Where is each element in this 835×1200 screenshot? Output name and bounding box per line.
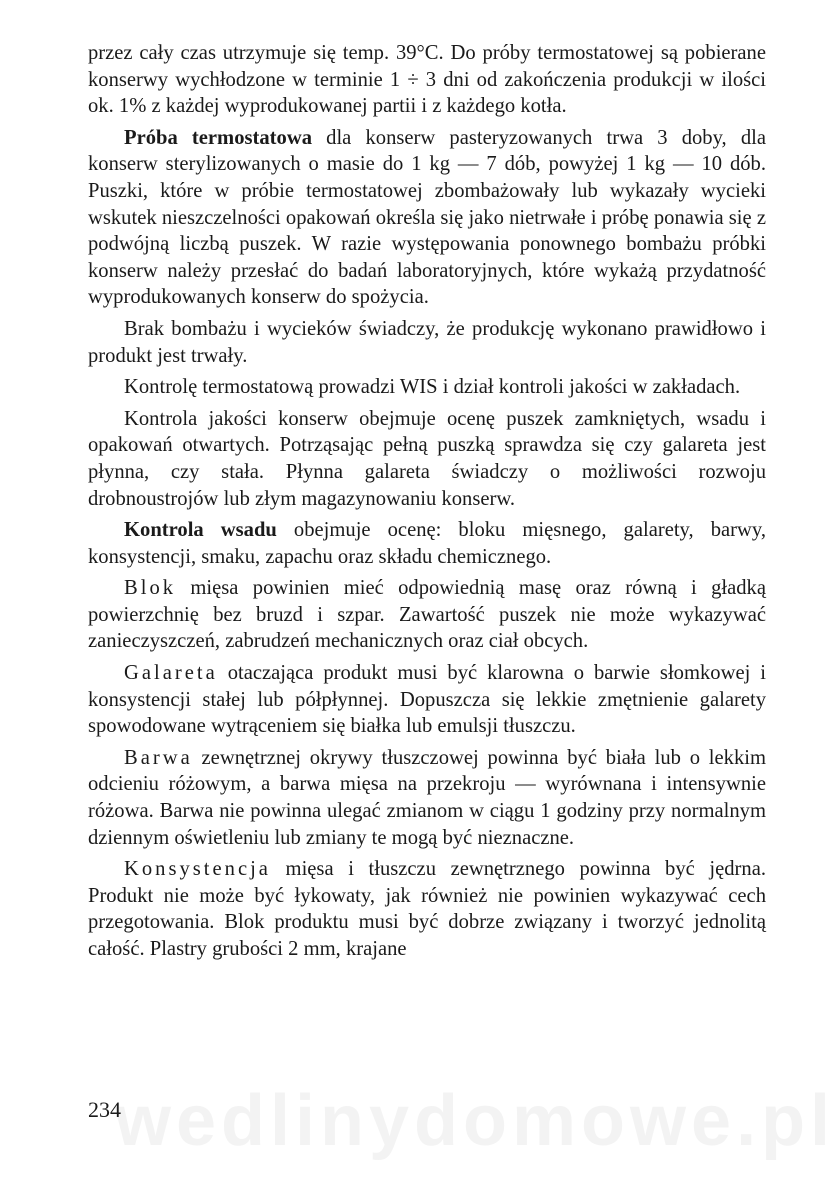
paragraph-thermostat-test — [88, 125, 766, 311]
paragraph-block — [88, 575, 766, 655]
paragraph-1 — [88, 40, 766, 120]
paragraph-text: obejmuje ocenę: bloku mięsnego, galarety, barwy, konsystencji, smaku, zapachu oraz składu chemicznego. — [88, 519, 766, 568]
paragraph-3 — [88, 316, 766, 369]
page-body — [88, 40, 766, 968]
paragraph-consistency — [88, 856, 766, 962]
term-block: Blok — [124, 577, 177, 600]
paragraph-4 — [88, 374, 766, 401]
watermark: wedlinydomowe.pl — [115, 1081, 835, 1161]
paragraph-color — [88, 745, 766, 851]
paragraph-5 — [88, 406, 766, 512]
paragraph-text: dla konserw pasteryzowanych trwa 3 doby, dla konserw sterylizowanych o masie do 1 kg — 7 dób, powyżej 1 kg — 10 dób. Puszki, które w próbie termostatowej zbombażowały lub wykazały wycieki wskutek nieszczelności opakowań określa się jako nietrwałe i próbę ponawia się z podwójną liczbą puszek. W razie występowania ponownego bombażu próbki konserw należy przesłać do badań laboratoryjnych, które wykażą przydatność wyprodukowanych konserw do spożycia. — [88, 126, 766, 309]
term-consistency: Konsystencja — [124, 858, 271, 881]
page-number: 234 — [88, 1097, 121, 1122]
term-jelly: Galareta — [124, 662, 218, 685]
paragraph-jelly — [88, 660, 766, 740]
paragraph-text: Kontrola jakości konserw obejmuje ocenę puszek zamkniętych, wsadu i opakowań otwartych. Potrząsając pełną puszką sprawdza się czy galareta jest płynna, czy stała. Płynna galareta świadczy o możliwości rozwoju drobnoustrojów lub złym magazynowaniu konserw. — [88, 407, 766, 510]
paragraph-batch-control — [88, 517, 766, 570]
paragraph-text: Brak bombażu i wycieków świadczy, że produkcję wykonano prawidłowo i produkt jest trwały. — [88, 317, 766, 367]
paragraph-text: Kontrolę termostatową prowadzi WIS i dział kontroli jakości w zakładach. — [124, 376, 741, 399]
paragraph-text: zewnętrznej okrywy tłuszczowej powinna być biała lub o lekkim odcieniu różowym, a barwa mięsa na przekroju — wyrównana i intensywnie różowa. Barwa nie powinna ulegać zmianom w ciągu 1 godziny przy normalnym dziennym oświetleniu lub zmiany te mogą być nieznaczne. — [88, 746, 766, 849]
term-color: Barwa — [124, 746, 193, 769]
paragraph-text: mięsa i tłuszczu zewnętrznego powinna być jędrna. Produkt nie może być łykowaty, jak również nie powinien wykazywać cech przegotowania. Blok produktu musi być dobrze związany i tworzyć jednolitą całość. Plastry grubości 2 mm, krajane — [88, 858, 766, 960]
paragraph-text: przez cały czas utrzymuje się temp. 39°C. Do próby termostatowej są pobierane konserwy wychłodzone w terminie 1 ÷ 3 dni od zakończenia produkcji w ilości ok. 1% z każdej wyprodukowanej partii i z każdego kotła. — [88, 42, 766, 118]
term-batch-control: Kontrola wsadu — [124, 519, 277, 542]
paragraph-text: otaczająca produkt musi być klarowna o barwie słomkowej i konsystencji stałej lub półpłynnej. Dopuszcza się lekkie zmętnienie galarety spowodowane wytrąceniem się białka lub emulsji tłuszczu. — [88, 662, 766, 738]
paragraph-text: mięsa powinien mieć odpowiednią masę oraz równą i gładką powierzchnię bez bruzd i szpar. Zawartość puszek nie może wykazywać zanieczyszczeń, zabrudzeń mechanicznych oraz ciał obcych. — [88, 577, 766, 653]
term-thermostat-test: Próba termostatowa — [124, 126, 313, 149]
